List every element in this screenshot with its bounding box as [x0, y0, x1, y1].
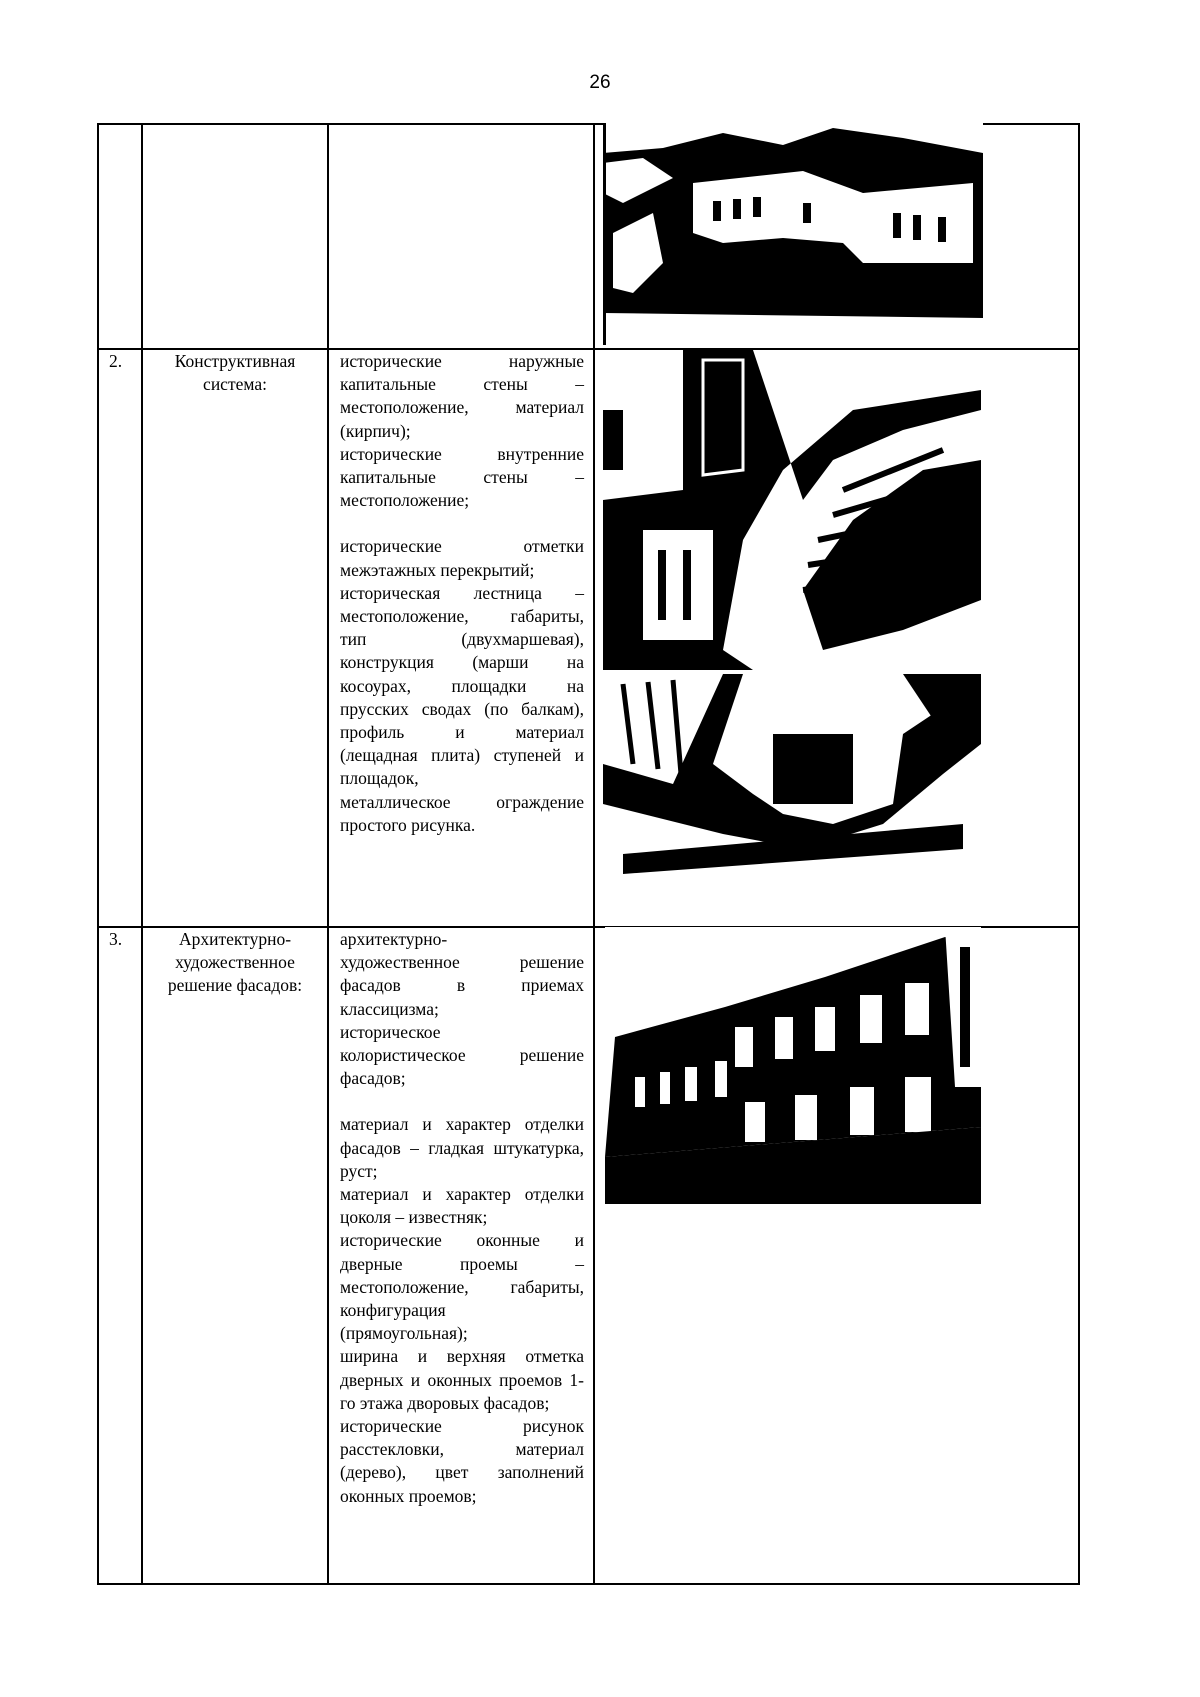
col-divider: [327, 125, 329, 1583]
description-line: прусских сводах (по балкам),: [340, 698, 584, 719]
row-title-line: Конструктивная: [174, 351, 296, 371]
description-paragraph: [340, 443, 584, 513]
row-number: 3.: [109, 929, 123, 949]
description-line: ширина и верхняя отметка: [340, 1346, 584, 1367]
description-line: (лещадная плита) ступеней и: [340, 745, 584, 766]
description-line: историческая лестница –: [340, 582, 584, 603]
description-line: архитектурно-: [340, 929, 448, 949]
description-line: местоположение, габариты,: [340, 1276, 584, 1297]
description-line: местоположение, материал: [340, 397, 584, 418]
row-description: [340, 350, 584, 837]
row-description: [340, 928, 584, 1508]
row-number: 2.: [109, 351, 123, 371]
description-line: расстекловки, материал: [340, 1439, 584, 1460]
description-paragraph: [340, 535, 584, 581]
description-line: тип (двухмаршевая),: [340, 629, 584, 650]
row-title-line: Архитектурно-: [178, 929, 292, 949]
description-line: цоколя – известняк;: [340, 1207, 488, 1228]
description-line: местоположение;: [340, 490, 470, 511]
description-line: капитальные стены –: [340, 467, 584, 488]
description-line: исторические наружные: [340, 351, 584, 371]
description-line: простого рисунка.: [340, 814, 476, 835]
description-line: материал и характер отделки: [340, 1184, 584, 1205]
description-line: руст;: [340, 1160, 378, 1181]
description-line: исторические рисунок: [340, 1416, 584, 1437]
description-line: фасадов;: [340, 1068, 406, 1089]
description-line: конструкция (марши на: [340, 652, 584, 673]
description-line: классицизма;: [340, 998, 439, 1019]
building-exterior-photo: [603, 123, 983, 345]
description-line: капитальные стены –: [340, 374, 584, 395]
row-title-line: художественное: [175, 952, 295, 973]
description-paragraph: [340, 791, 584, 837]
description-line: (кирпич);: [340, 420, 411, 441]
description-line: оконных проемов;: [340, 1485, 477, 1506]
description-paragraph: [340, 1415, 584, 1508]
description-paragraph: [340, 582, 584, 791]
description-line: фасадов – гладкая штукатурка,: [340, 1137, 584, 1158]
description-line: фасадов в приемах: [340, 975, 584, 996]
description-paragraph: [340, 1021, 584, 1091]
stair-railing-photo: [603, 674, 981, 898]
description-line: дверных и оконных проемов 1-: [340, 1369, 584, 1390]
description-line: межэтажных перекрытий;: [340, 559, 535, 580]
description-line: историческое: [340, 1021, 441, 1042]
description-line: художественное решение: [340, 952, 584, 973]
description-line: косоурах, площадки на: [340, 675, 584, 696]
description-line: исторические внутренние: [340, 443, 584, 464]
description-line: местоположение, габариты,: [340, 606, 584, 627]
description-line: колористическое решение: [340, 1045, 584, 1066]
description-line: (прямоугольная);: [340, 1323, 468, 1344]
description-paragraph: [340, 928, 584, 1021]
description-line: го этажа дворовых фасадов;: [340, 1392, 550, 1413]
description-line: профиль и материал: [340, 722, 584, 743]
description-line: материал и характер отделки: [340, 1114, 584, 1135]
description-line: (дерево), цвет заполнений: [340, 1462, 584, 1483]
description-line: металлическое ограждение: [340, 791, 584, 812]
description-line: площадок,: [340, 768, 419, 789]
description-line: конфигурация: [340, 1300, 446, 1321]
heritage-table: [97, 123, 1080, 1585]
description-line: исторические оконные и: [340, 1230, 584, 1251]
description-paragraph: [340, 1183, 584, 1229]
page-number: 26: [589, 72, 611, 93]
row-title: [143, 350, 327, 396]
row-title-line: система:: [203, 374, 267, 395]
description-paragraph: [340, 350, 584, 443]
row-title: [143, 928, 327, 998]
description-paragraph: [340, 1113, 584, 1183]
staircase-photo: [603, 350, 981, 670]
col-divider: [141, 125, 143, 1583]
col-divider: [593, 125, 595, 1583]
description-line: дверные проемы –: [340, 1253, 584, 1274]
description-line: исторические отметки: [340, 536, 584, 557]
description-paragraph: [340, 1345, 584, 1415]
row-title-line: решение фасадов:: [167, 975, 303, 996]
facade-photo: [605, 927, 981, 1204]
description-paragraph: [340, 1229, 584, 1345]
